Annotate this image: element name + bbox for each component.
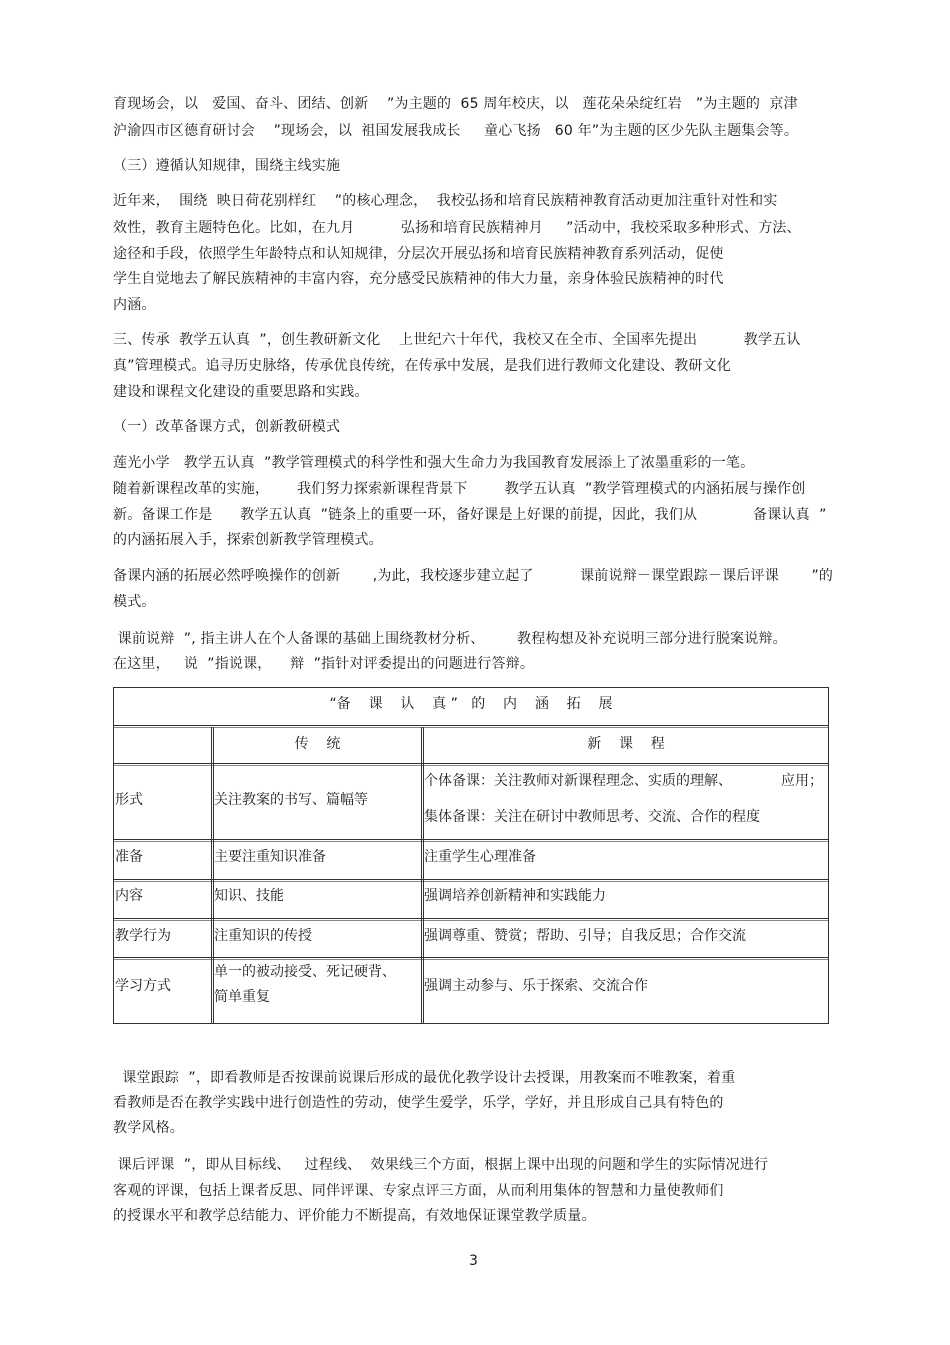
section-heading: （三）遵循认知规律，围绕主线实施 [113,158,341,174]
section-heading: （一）改革备课方式，创新教研模式 [113,419,341,435]
lesson-prep-table [113,687,829,1025]
paragraph-line: 内涵。 [113,297,156,313]
paragraph-line: 育现场会，以 爱国、奋斗、团结、创新 ”为主题的 65 周年校庆，以 莲花朵朵绽红岩 ”为主题的 京津 [113,96,798,112]
paragraph-line: 建设和课程文化建设的重要思路和实践。 [113,384,369,400]
table-cell: 关注教案的书写、篇幅等 [214,792,368,808]
table-rule [113,879,829,880]
row-label: 学习方式 [115,978,171,994]
paragraph-line: 看教师是否在教学实践中进行创造性的劳动，使学生爱学，乐学，学好，并且形成自己具有特色的 [113,1095,724,1111]
row-label: 形式 [115,792,143,808]
table-rule [113,918,829,919]
paragraph-line: 课堂跟踪 ”，即看教师是否按课前说课后形成的最优化教学设计去授课，用教案而不唯教案，着重 [113,1070,736,1086]
paragraph-line: 课前说辩 ”, 指主讲人在个人备课的基础上围绕教材分析、 教程构想及补充说明三部分进行脱案说辩。 [113,631,787,647]
row-label: 教学行为 [115,928,171,944]
paragraph-line: 教学风格。 [113,1120,184,1136]
paragraph-line: 莲光小学 教学五认真 ”教学管理模式的科学性和强大生命力为我国教育发展添上了浓墨重彩的一笔。 [113,455,755,471]
table-title: “备 课 认 真 ” 的 内 涵 拓 展 [329,696,613,712]
table-rule [113,839,829,840]
page-number: 3 [469,1253,478,1269]
table-cell: 集体备课：关注在研讨中教师思考、交流、合作的程度 [424,809,760,825]
paragraph-line: 在这里， 说 ”指说课， 辩 ”指针对评委提出的问题进行答辩。 [113,656,535,672]
paragraph-line: 近年来， 围绕 映日荷花别样红 ”的核心理念， 我校弘扬和培育民族精神教育活动更加注重针对性和实 [113,193,778,209]
table-rule [113,957,829,958]
paragraph-line: 学生自觉地去了解民族精神的丰富内容，充分感受民族精神的伟大力量，亲身体验民族精神的时代 [113,271,724,287]
paragraph-line: 真”管理模式。追寻历史脉络，传承优良传统，在传承中发展，是我们进行教师文化建设、教研文化 [113,358,732,374]
paragraph-line: 模式。 [113,594,156,610]
table-rule [828,687,829,1024]
table-rule [113,687,114,1024]
paragraph-line: 途径和手段，依照学生年龄特点和认知规律，分层次开展弘扬和培育民族精神教育系列活动，促使 [113,246,724,262]
table-cell: 简单重复 [214,989,270,1005]
paragraph-line: 随着新课程改革的实施， 我们努力探索新课程背景下 教学五认真 ”教学管理模式的内涵拓展与操作创 [113,481,806,497]
table-cell: 知识、技能 [214,888,284,904]
table-cell: 强调主动参与、乐于探索、交流合作 [424,978,648,994]
table-cell: 主要注重知识准备 [214,849,326,865]
table-cell: 强调培养创新精神和实践能力 [424,888,606,904]
table-rule [211,727,212,1024]
paragraph-line: 客观的评课，包括上课者反思、同伴评课、专家点评三方面，从而利用集体的智慧和力量使教师们 [113,1183,724,1199]
table-cell: 注重知识的传授 [214,928,312,944]
paragraph-line: 备课内涵的拓展必然呼唤操作的创新 ,为此，我校逐步建立起了 课前说辩－课堂跟踪－课后评课 ”的 [113,568,834,584]
row-label: 准备 [115,849,143,865]
paragraph-line: 课后评课 ”，即从目标线、 过程线、 效果线三个方面，根据上课中出现的问题和学生的实际情况进行 [113,1157,769,1173]
column-header-traditional: 传 统 [294,736,341,752]
table-cell: 单一的被动接受、死记硬背、 [214,964,396,980]
section-heading: 三、传承 教学五认真 ”，创生教研新文化 上世纪六十年代，我校又在全市、全国率先提出 教学五认 [113,332,801,348]
table-rule [113,687,829,688]
paragraph-line: 的内涵拓展入手，探索创新教学管理模式。 [113,532,383,548]
paragraph-line: 沪渝四市区德育研讨会 ”现场会，以 祖国发展我成长 童心飞扬 60 年”为主题的区少先队主题集会等。 [113,123,799,139]
paragraph-line: 效性，教育主题特色化。比如，在九月 弘扬和培育民族精神月 ”活动中，我校采取多种形式、方法、 [113,220,801,236]
column-header-new-curriculum: 新 课 程 [587,736,665,752]
paragraph-line: 的授课水平和教学总结能力、评价能力不断提高，有效地保证课堂教学质量。 [113,1208,596,1224]
row-label: 内容 [115,888,143,904]
table-cell: 注重学生心理准备 [424,849,536,865]
table-rule [113,763,829,764]
table-rule [113,1023,829,1024]
paragraph-line: 新。备课工作是 教学五认真 ”链条上的重要一环，备好课是上好课的前提，因此，我们从 备课认真 ” [113,507,827,523]
table-rule [421,727,422,1024]
table-cell: 个体备课：关注教师对新课程理念、实质的理解、 应用； [424,773,823,789]
table-cell: 强调尊重、赞赏；帮助、引导；自我反思；合作交流 [424,928,746,944]
table-rule [113,725,829,726]
